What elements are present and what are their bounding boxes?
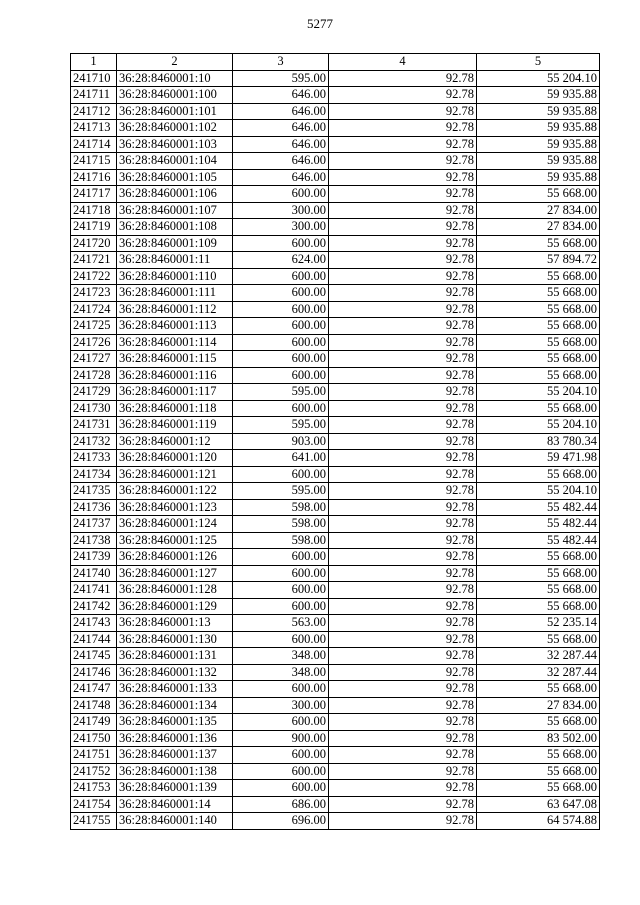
- cadastral-number-cell: 36:28:8460001:105: [117, 169, 233, 186]
- rate-cell: 92.78: [329, 186, 477, 203]
- rate-cell: 92.78: [329, 235, 477, 252]
- area-cell: 598.00: [233, 516, 329, 533]
- table-row: [71, 648, 600, 665]
- rate-cell: 92.78: [329, 730, 477, 747]
- rate-cell: 92.78: [329, 714, 477, 731]
- row-number-cell: 241737: [71, 516, 117, 533]
- rate-cell: 92.78: [329, 219, 477, 236]
- area-cell: 595.00: [233, 417, 329, 434]
- rate-cell: 92.78: [329, 202, 477, 219]
- cadastral-number-cell: 36:28:8460001:120: [117, 450, 233, 467]
- area-cell: 600.00: [233, 565, 329, 582]
- area-cell: 600.00: [233, 714, 329, 731]
- cadastral-number-cell: 36:28:8460001:127: [117, 565, 233, 582]
- area-cell: 686.00: [233, 796, 329, 813]
- value-cell: 55 668.00: [477, 631, 600, 648]
- value-cell: 55 668.00: [477, 318, 600, 335]
- value-cell: 55 668.00: [477, 549, 600, 566]
- table-row: [71, 367, 600, 384]
- column-header-5: 5: [477, 54, 600, 71]
- rate-cell: 92.78: [329, 697, 477, 714]
- rate-cell: 92.78: [329, 582, 477, 599]
- data-table: [70, 53, 600, 830]
- rate-cell: 92.78: [329, 433, 477, 450]
- cadastral-number-cell: 36:28:8460001:106: [117, 186, 233, 203]
- area-cell: 646.00: [233, 103, 329, 120]
- cadastral-number-cell: 36:28:8460001:114: [117, 334, 233, 351]
- row-number-cell: 241726: [71, 334, 117, 351]
- column-header-3: 3: [233, 54, 329, 71]
- row-number-cell: 241745: [71, 648, 117, 665]
- cadastral-number-cell: 36:28:8460001:13: [117, 615, 233, 632]
- area-cell: 595.00: [233, 70, 329, 87]
- table-row: [71, 301, 600, 318]
- table-row: [71, 681, 600, 698]
- rate-cell: 92.78: [329, 565, 477, 582]
- value-cell: 55 668.00: [477, 681, 600, 698]
- cadastral-number-cell: 36:28:8460001:116: [117, 367, 233, 384]
- table-row: [71, 351, 600, 368]
- value-cell: 59 935.88: [477, 153, 600, 170]
- value-cell: 55 668.00: [477, 268, 600, 285]
- row-number-cell: 241753: [71, 780, 117, 797]
- rate-cell: 92.78: [329, 516, 477, 533]
- row-number-cell: 241717: [71, 186, 117, 203]
- rate-cell: 92.78: [329, 70, 477, 87]
- row-number-cell: 241751: [71, 747, 117, 764]
- cadastral-number-cell: 36:28:8460001:100: [117, 87, 233, 104]
- row-number-cell: 241747: [71, 681, 117, 698]
- rate-cell: 92.78: [329, 466, 477, 483]
- row-number-cell: 241727: [71, 351, 117, 368]
- value-cell: 27 834.00: [477, 219, 600, 236]
- rate-cell: 92.78: [329, 120, 477, 137]
- table-row: [71, 549, 600, 566]
- value-cell: 59 935.88: [477, 87, 600, 104]
- table-row: [71, 582, 600, 599]
- rate-cell: 92.78: [329, 285, 477, 302]
- table-row: [71, 483, 600, 500]
- value-cell: 55 668.00: [477, 334, 600, 351]
- value-cell: 55 668.00: [477, 186, 600, 203]
- row-number-cell: 241711: [71, 87, 117, 104]
- value-cell: 55 204.10: [477, 417, 600, 434]
- value-cell: 55 668.00: [477, 714, 600, 731]
- table-row: [71, 730, 600, 747]
- value-cell: 55 482.44: [477, 516, 600, 533]
- rate-cell: 92.78: [329, 598, 477, 615]
- area-cell: 600.00: [233, 301, 329, 318]
- table-row: [71, 697, 600, 714]
- cadastral-number-cell: 36:28:8460001:111: [117, 285, 233, 302]
- row-number-cell: 241721: [71, 252, 117, 269]
- rate-cell: 92.78: [329, 631, 477, 648]
- area-cell: 646.00: [233, 87, 329, 104]
- value-cell: 59 935.88: [477, 169, 600, 186]
- area-cell: 600.00: [233, 318, 329, 335]
- area-cell: 624.00: [233, 252, 329, 269]
- cadastral-number-cell: 36:28:8460001:137: [117, 747, 233, 764]
- column-header-1: 1: [71, 54, 117, 71]
- cadastral-number-cell: 36:28:8460001:115: [117, 351, 233, 368]
- rate-cell: 92.78: [329, 334, 477, 351]
- value-cell: 55 668.00: [477, 351, 600, 368]
- cadastral-number-cell: 36:28:8460001:109: [117, 235, 233, 252]
- cadastral-number-cell: 36:28:8460001:131: [117, 648, 233, 665]
- cadastral-number-cell: 36:28:8460001:123: [117, 499, 233, 516]
- rate-cell: 92.78: [329, 87, 477, 104]
- value-cell: 57 894.72: [477, 252, 600, 269]
- row-number-cell: 241743: [71, 615, 117, 632]
- cadastral-number-cell: 36:28:8460001:101: [117, 103, 233, 120]
- row-number-cell: 241741: [71, 582, 117, 599]
- table-row: [71, 417, 600, 434]
- area-cell: 600.00: [233, 763, 329, 780]
- row-number-cell: 241744: [71, 631, 117, 648]
- value-cell: 52 235.14: [477, 615, 600, 632]
- area-cell: 646.00: [233, 153, 329, 170]
- value-cell: 32 287.44: [477, 648, 600, 665]
- rate-cell: 92.78: [329, 268, 477, 285]
- cadastral-number-cell: 36:28:8460001:132: [117, 664, 233, 681]
- rate-cell: 92.78: [329, 103, 477, 120]
- row-number-cell: 241755: [71, 813, 117, 830]
- cadastral-number-cell: 36:28:8460001:135: [117, 714, 233, 731]
- row-number-cell: 241730: [71, 400, 117, 417]
- table-row: [71, 780, 600, 797]
- area-cell: 300.00: [233, 697, 329, 714]
- cadastral-number-cell: 36:28:8460001:121: [117, 466, 233, 483]
- area-cell: 600.00: [233, 285, 329, 302]
- cadastral-number-cell: 36:28:8460001:118: [117, 400, 233, 417]
- area-cell: 600.00: [233, 367, 329, 384]
- rate-cell: 92.78: [329, 549, 477, 566]
- value-cell: 55 668.00: [477, 367, 600, 384]
- area-cell: 598.00: [233, 532, 329, 549]
- table-row: [71, 631, 600, 648]
- value-cell: 59 935.88: [477, 103, 600, 120]
- rate-cell: 92.78: [329, 681, 477, 698]
- value-cell: 55 668.00: [477, 565, 600, 582]
- value-cell: 59 935.88: [477, 120, 600, 137]
- row-number-cell: 241731: [71, 417, 117, 434]
- row-number-cell: 241715: [71, 153, 117, 170]
- cadastral-number-cell: 36:28:8460001:134: [117, 697, 233, 714]
- area-cell: 600.00: [233, 681, 329, 698]
- row-number-cell: 241713: [71, 120, 117, 137]
- table-row: [71, 186, 600, 203]
- area-cell: 600.00: [233, 747, 329, 764]
- rate-cell: 92.78: [329, 136, 477, 153]
- area-cell: 600.00: [233, 334, 329, 351]
- cadastral-number-cell: 36:28:8460001:113: [117, 318, 233, 335]
- area-cell: 641.00: [233, 450, 329, 467]
- table-row: [71, 763, 600, 780]
- value-cell: 83 502.00: [477, 730, 600, 747]
- cadastral-number-cell: 36:28:8460001:107: [117, 202, 233, 219]
- row-number-cell: 241728: [71, 367, 117, 384]
- row-number-cell: 241738: [71, 532, 117, 549]
- row-number-cell: 241749: [71, 714, 117, 731]
- value-cell: 55 482.44: [477, 532, 600, 549]
- value-cell: 55 668.00: [477, 400, 600, 417]
- cadastral-number-cell: 36:28:8460001:102: [117, 120, 233, 137]
- column-header-4: 4: [329, 54, 477, 71]
- table-row: [71, 714, 600, 731]
- area-cell: 595.00: [233, 384, 329, 401]
- rate-cell: 92.78: [329, 615, 477, 632]
- row-number-cell: 241718: [71, 202, 117, 219]
- row-number-cell: 241722: [71, 268, 117, 285]
- cadastral-number-cell: 36:28:8460001:14: [117, 796, 233, 813]
- table-row: [71, 285, 600, 302]
- table-row: [71, 153, 600, 170]
- cadastral-number-cell: 36:28:8460001:11: [117, 252, 233, 269]
- row-number-cell: 241734: [71, 466, 117, 483]
- value-cell: 59 471.98: [477, 450, 600, 467]
- value-cell: 59 935.88: [477, 136, 600, 153]
- rate-cell: 92.78: [329, 532, 477, 549]
- area-cell: 600.00: [233, 186, 329, 203]
- table-row: [71, 103, 600, 120]
- rate-cell: 92.78: [329, 400, 477, 417]
- table-row: [71, 268, 600, 285]
- table-row: [71, 219, 600, 236]
- cadastral-number-cell: 36:28:8460001:133: [117, 681, 233, 698]
- rate-cell: 92.78: [329, 351, 477, 368]
- row-number-cell: 241740: [71, 565, 117, 582]
- area-cell: 646.00: [233, 169, 329, 186]
- area-cell: 600.00: [233, 598, 329, 615]
- cadastral-number-cell: 36:28:8460001:10: [117, 70, 233, 87]
- table-row: [71, 615, 600, 632]
- rate-cell: 92.78: [329, 153, 477, 170]
- rate-cell: 92.78: [329, 301, 477, 318]
- row-number-cell: 241712: [71, 103, 117, 120]
- area-cell: 600.00: [233, 549, 329, 566]
- value-cell: 55 204.10: [477, 70, 600, 87]
- row-number-cell: 241710: [71, 70, 117, 87]
- rate-cell: 92.78: [329, 499, 477, 516]
- row-number-cell: 241719: [71, 219, 117, 236]
- table-row: [71, 384, 600, 401]
- cadastral-number-cell: 36:28:8460001:104: [117, 153, 233, 170]
- table-row: [71, 433, 600, 450]
- table-row: [71, 318, 600, 335]
- area-cell: 696.00: [233, 813, 329, 830]
- value-cell: 55 668.00: [477, 598, 600, 615]
- header-row: [71, 54, 600, 71]
- table-row: [71, 664, 600, 681]
- area-cell: 646.00: [233, 120, 329, 137]
- area-cell: 903.00: [233, 433, 329, 450]
- value-cell: 55 668.00: [477, 747, 600, 764]
- row-number-cell: 241735: [71, 483, 117, 500]
- cadastral-number-cell: 36:28:8460001:119: [117, 417, 233, 434]
- value-cell: 64 574.88: [477, 813, 600, 830]
- area-cell: 600.00: [233, 400, 329, 417]
- area-cell: 646.00: [233, 136, 329, 153]
- cadastral-number-cell: 36:28:8460001:12: [117, 433, 233, 450]
- value-cell: 55 668.00: [477, 763, 600, 780]
- rate-cell: 92.78: [329, 747, 477, 764]
- value-cell: 55 668.00: [477, 780, 600, 797]
- table-row: [71, 516, 600, 533]
- rate-cell: 92.78: [329, 384, 477, 401]
- row-number-cell: 241716: [71, 169, 117, 186]
- area-cell: 300.00: [233, 219, 329, 236]
- row-number-cell: 241748: [71, 697, 117, 714]
- table-row: [71, 252, 600, 269]
- cadastral-number-cell: 36:28:8460001:108: [117, 219, 233, 236]
- value-cell: 55 668.00: [477, 466, 600, 483]
- cadastral-number-cell: 36:28:8460001:130: [117, 631, 233, 648]
- value-cell: 63 647.08: [477, 796, 600, 813]
- rate-cell: 92.78: [329, 796, 477, 813]
- cadastral-number-cell: 36:28:8460001:139: [117, 780, 233, 797]
- value-cell: 55 204.10: [477, 483, 600, 500]
- row-number-cell: 241729: [71, 384, 117, 401]
- table-row: [71, 747, 600, 764]
- page-number: 5277: [307, 16, 333, 31]
- value-cell: 55 482.44: [477, 499, 600, 516]
- cadastral-number-cell: 36:28:8460001:122: [117, 483, 233, 500]
- table-row: [71, 450, 600, 467]
- cadastral-number-cell: 36:28:8460001:129: [117, 598, 233, 615]
- cadastral-number-cell: 36:28:8460001:136: [117, 730, 233, 747]
- area-cell: 348.00: [233, 664, 329, 681]
- row-number-cell: 241754: [71, 796, 117, 813]
- row-number-cell: 241732: [71, 433, 117, 450]
- table-body: [71, 70, 600, 829]
- cadastral-number-cell: 36:28:8460001:125: [117, 532, 233, 549]
- value-cell: 55 668.00: [477, 301, 600, 318]
- rate-cell: 92.78: [329, 169, 477, 186]
- value-cell: 55 204.10: [477, 384, 600, 401]
- rate-cell: 92.78: [329, 252, 477, 269]
- column-header-2: 2: [117, 54, 233, 71]
- row-number-cell: 241742: [71, 598, 117, 615]
- rate-cell: 92.78: [329, 813, 477, 830]
- row-number-cell: 241739: [71, 549, 117, 566]
- table-row: [71, 334, 600, 351]
- cadastral-number-cell: 36:28:8460001:117: [117, 384, 233, 401]
- rate-cell: 92.78: [329, 318, 477, 335]
- rate-cell: 92.78: [329, 648, 477, 665]
- cadastral-number-cell: 36:28:8460001:128: [117, 582, 233, 599]
- table-row: [71, 499, 600, 516]
- cadastral-number-cell: 36:28:8460001:140: [117, 813, 233, 830]
- rate-cell: 92.78: [329, 664, 477, 681]
- table-row: [71, 565, 600, 582]
- cadastral-number-cell: 36:28:8460001:138: [117, 763, 233, 780]
- area-cell: 600.00: [233, 466, 329, 483]
- table-row: [71, 202, 600, 219]
- cadastral-number-cell: 36:28:8460001:112: [117, 301, 233, 318]
- area-cell: 600.00: [233, 351, 329, 368]
- row-number-cell: 241720: [71, 235, 117, 252]
- row-number-cell: 241725: [71, 318, 117, 335]
- value-cell: 55 668.00: [477, 582, 600, 599]
- area-cell: 600.00: [233, 268, 329, 285]
- row-number-cell: 241752: [71, 763, 117, 780]
- table-row: [71, 400, 600, 417]
- value-cell: 55 668.00: [477, 235, 600, 252]
- table-row: [71, 796, 600, 813]
- value-cell: 32 287.44: [477, 664, 600, 681]
- table-row: [71, 70, 600, 87]
- row-number-cell: 241723: [71, 285, 117, 302]
- value-cell: 83 780.34: [477, 433, 600, 450]
- area-cell: 600.00: [233, 582, 329, 599]
- area-cell: 900.00: [233, 730, 329, 747]
- table-row: [71, 87, 600, 104]
- area-cell: 595.00: [233, 483, 329, 500]
- table-row: [71, 598, 600, 615]
- area-cell: 600.00: [233, 631, 329, 648]
- area-cell: 300.00: [233, 202, 329, 219]
- value-cell: 27 834.00: [477, 697, 600, 714]
- cadastral-number-cell: 36:28:8460001:124: [117, 516, 233, 533]
- area-cell: 348.00: [233, 648, 329, 665]
- row-number-cell: 241724: [71, 301, 117, 318]
- row-number-cell: 241736: [71, 499, 117, 516]
- area-cell: 598.00: [233, 499, 329, 516]
- cadastral-number-cell: 36:28:8460001:110: [117, 268, 233, 285]
- value-cell: 55 668.00: [477, 285, 600, 302]
- table-row: [71, 235, 600, 252]
- rate-cell: 92.78: [329, 417, 477, 434]
- area-cell: 600.00: [233, 235, 329, 252]
- row-number-cell: 241733: [71, 450, 117, 467]
- table-row: [71, 136, 600, 153]
- table-row: [71, 120, 600, 137]
- rate-cell: 92.78: [329, 483, 477, 500]
- row-number-cell: 241750: [71, 730, 117, 747]
- rate-cell: 92.78: [329, 367, 477, 384]
- cadastral-number-cell: 36:28:8460001:126: [117, 549, 233, 566]
- table-row: [71, 466, 600, 483]
- rate-cell: 92.78: [329, 450, 477, 467]
- value-cell: 27 834.00: [477, 202, 600, 219]
- table-row: [71, 169, 600, 186]
- rate-cell: 92.78: [329, 763, 477, 780]
- area-cell: 600.00: [233, 780, 329, 797]
- cadastral-number-cell: 36:28:8460001:103: [117, 136, 233, 153]
- table-row: [71, 532, 600, 549]
- row-number-cell: 241714: [71, 136, 117, 153]
- area-cell: 563.00: [233, 615, 329, 632]
- row-number-cell: 241746: [71, 664, 117, 681]
- rate-cell: 92.78: [329, 780, 477, 797]
- table-row: [71, 813, 600, 830]
